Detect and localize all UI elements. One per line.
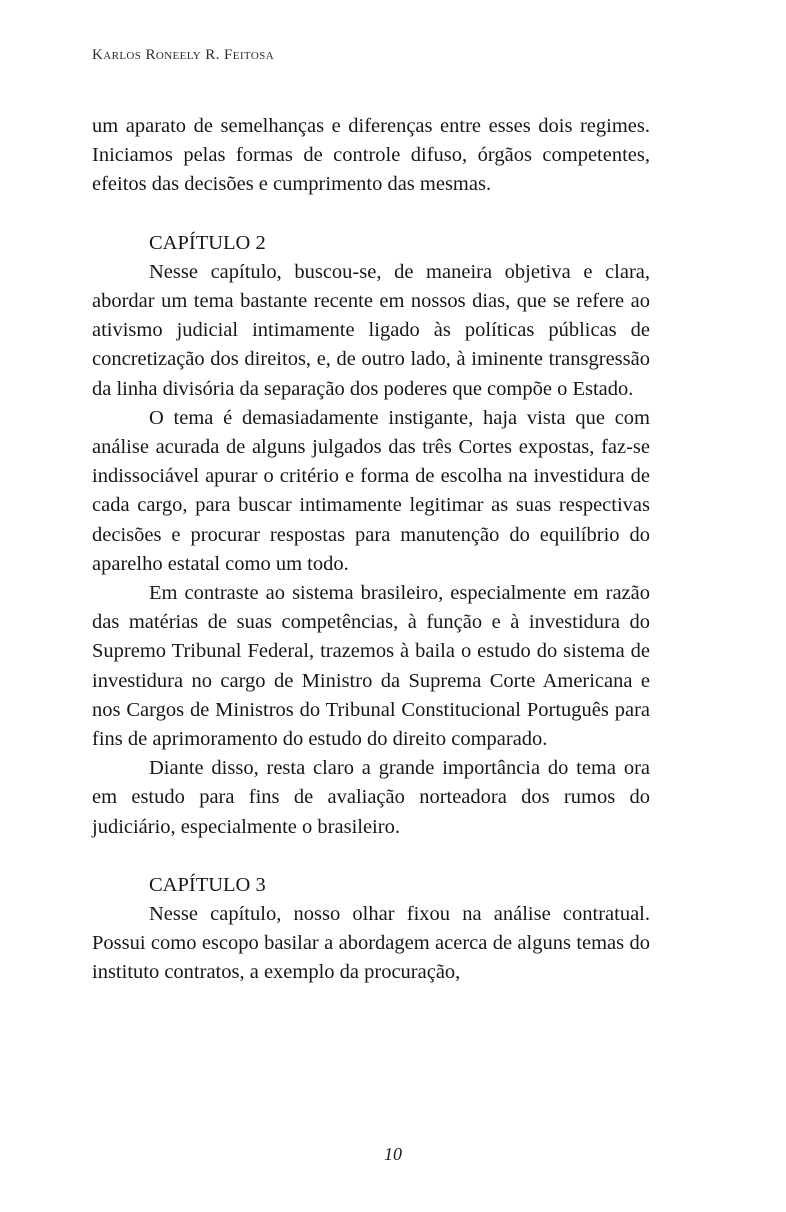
- chapter-2-paragraph-3: Em contraste ao sistema brasileiro, especialmente em razão das matérias de suas competências, à função e à investidura do Supremo Tribunal Federal, trazemos à baila o estudo do sistema de investidura no cargo de Ministro da Suprema Corte Americana e nos Cargos de Ministros do Tribunal Constitucional Português para fins de aprimoramento do estudo do direito comparado.: [92, 582, 650, 751]
- chapter-2-paragraph-4: Diante disso, resta claro a grande importância do tema ora em estudo para fins de avaliação norteadora dos rumos do judiciário, especialmente o brasileiro.: [92, 757, 650, 838]
- chapter-2-heading: CAPÍTULO 2: [149, 231, 266, 254]
- chapter-2-paragraph-2: O tema é demasiadamente instigante, haja vista que com análise acurada de alguns julgados das três Cortes expostas, faz-se indissociável apurar o critério e forma de escolha na investidura de cada cargo, para buscar intimamente legitimar as suas respectivas decisões e procurar respostas para manutenção do equilíbrio do aparelho estatal como um todo.: [92, 406, 650, 575]
- page-number: 10: [384, 1144, 402, 1164]
- chapter-spacer: [92, 842, 650, 871]
- running-head: Karlos Roneely R. Feitosa: [92, 47, 275, 63]
- chapter-spacer: [92, 200, 650, 229]
- chapter-2-paragraph-1: Nesse capítulo, buscou-se, de maneira objetiva e clara, abordar um tema bastante recente em nossos dias, que se refere ao ativismo judicial intimamente ligado às políticas públicas de concretização dos direitos, e, de outro lado, à iminente transgressão da linha divisória da separação dos poderes que compõe o Estado.: [92, 260, 650, 400]
- body-text-block: [92, 112, 650, 988]
- chapter-3-paragraph-1: Nesse capítulo, nosso olhar fixou na análise contratual. Possui como escopo basilar a abordagem acerca de alguns temas do instituto contratos, a exemplo da procuração,: [92, 903, 650, 984]
- chapter-3-heading: CAPÍTULO 3: [149, 873, 266, 896]
- paragraph-continued: um aparato de semelhanças e diferenças entre esses dois regimes. Iniciamos pelas formas de controle difuso, órgãos competentes, efeitos das decisões e cumprimento das mesmas.: [92, 115, 650, 196]
